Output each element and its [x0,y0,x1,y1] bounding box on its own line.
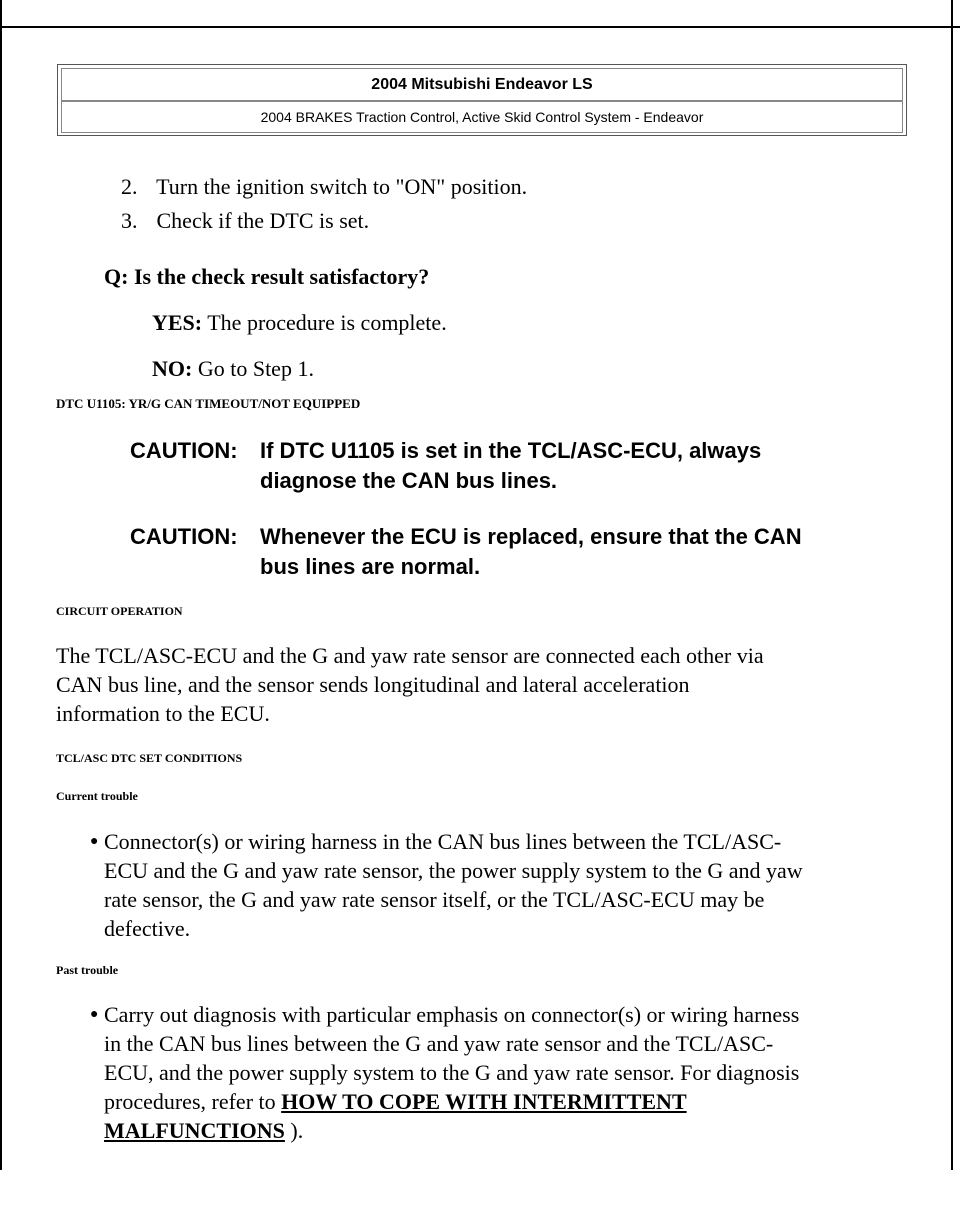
circuit-paragraph [56,641,764,728]
caution-line: bus lines are normal. [260,554,481,579]
step-number: 3. [121,208,138,233]
bullet-line-suffix: ). [284,1118,304,1143]
top-frame-bar [0,0,960,28]
bullet-icon: ● [90,834,99,849]
bullet-line [104,1116,910,1145]
step-text: Check if the DTC is set. [156,208,370,233]
bullet-line: in the CAN bus lines between the G and yaw rate sensor and the TCL/ASC- [104,1031,774,1056]
dtc-title: DTC U1105: YR/G CAN TIMEOUT/NOT EQUIPPED [56,396,361,411]
past-trouble-item [90,1000,910,1145]
paragraph-line: information to the ECU. [56,701,270,726]
paragraph-line: CAN bus line, and the sensor sends longitudinal and lateral acceleration [56,672,690,697]
caution-2 [130,522,802,582]
no-answer [152,356,314,382]
no-text: Go to Step 1. [197,356,314,381]
bullet-line: Connector(s) or wiring harness in the CAN bus lines between the TCL/ASC- [104,829,782,854]
dtc-set-heading: TCL/ASC DTC SET CONDITIONS [56,751,243,765]
paragraph-line: The TCL/ASC-ECU and the G and yaw rate sensor are connected each other via [56,643,764,668]
bullet-line: Carry out diagnosis with particular emphasis on connector(s) or wiring harness [104,1002,800,1027]
caution-1 [130,436,761,496]
bullet-line: ECU and the G and yaw rate sensor, the power supply system to the G and yaw [104,858,803,883]
step-2 [121,174,527,200]
circuit-heading: CIRCUIT OPERATION [56,604,183,618]
bullet-line: defective. [104,916,191,941]
bullet-line-prefix: procedures, refer to [104,1089,282,1114]
bullet-icon: ● [90,1007,99,1022]
intermittent-malfunctions-link-cont[interactable]: MALFUNCTIONS [104,1118,285,1143]
yes-label: YES: [152,310,203,335]
caution-label: CAUTION: [130,524,238,549]
vehicle-title: 2004 Mitsubishi Endeavor LS [61,68,903,101]
bullet-line: rate sensor, the G and yaw rate sensor itself, or the TCL/ASC-ECU may be [104,887,765,912]
step-3 [121,208,369,234]
current-trouble-heading: Current trouble [56,789,138,803]
step-text: Turn the ignition switch to "ON" position. [156,174,528,199]
past-trouble-heading: Past trouble [56,963,119,977]
caution-line: Whenever the ECU is replaced, ensure that the CAN [260,524,802,549]
section-title: 2004 BRAKES Traction Control, Active Skid Control System - Endeavor [61,101,903,133]
bullet-line [104,1087,910,1116]
right-frame-line [951,0,953,1170]
current-trouble-item [90,827,910,943]
step-number: 2. [121,174,138,199]
caution-label: CAUTION: [130,438,238,463]
yes-text: The procedure is complete. [207,310,447,335]
check-question: Q: Is the check result satisfactory? [104,264,430,289]
bullet-line: ECU, and the power supply system to the G and yaw rate sensor. For diagnosis [104,1060,800,1085]
no-label: NO: [152,356,193,381]
caution-line: diagnose the CAN bus lines. [260,468,558,493]
document-header [57,64,907,136]
intermittent-malfunctions-link[interactable]: HOW TO COPE WITH INTERMITTENT [281,1089,687,1114]
yes-answer [152,310,447,336]
left-frame-line [0,0,2,1170]
caution-line: If DTC U1105 is set in the TCL/ASC-ECU, always [260,438,762,463]
